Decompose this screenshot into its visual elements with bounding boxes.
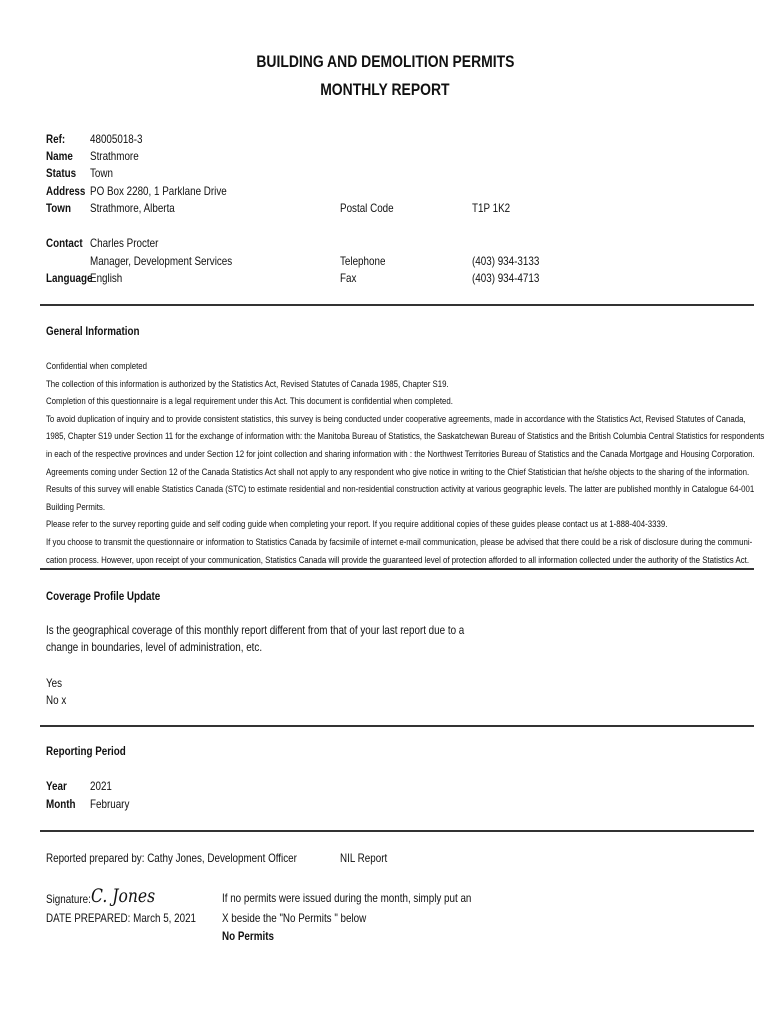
town-label: Town <box>46 201 71 215</box>
ref-value: 48005018-3 <box>90 132 143 146</box>
general-line: Please refer to the survey reporting guide and self coding guide when completing your report. If you require additional copies of these guides please contact us at 1-888-404-3339. <box>46 519 668 531</box>
fax-value: (403) 934-4713 <box>472 271 540 285</box>
contact-title: Manager, Development Services <box>90 254 233 268</box>
general-line: Results of this survey will enable Statistics Canada (STC) to estimate residential and non-residential construction activity at various geographic levels. The latter are published monthly in Catalogue 64-001 <box>46 484 755 496</box>
fax-label: Fax <box>340 271 357 285</box>
report-title-line1: BUILDING AND DEMOLITION PERMITS <box>255 52 515 71</box>
coverage-question-line2: change in boundaries, level of administration, etc. <box>46 640 263 654</box>
report-title-line2: MONTHLY REPORT <box>320 80 450 99</box>
nil-instruction-line1: If no permits were issued during the month, simply put an <box>222 891 472 905</box>
month-value: February <box>90 797 130 811</box>
date-prepared: DATE PREPARED: March 5, 2021 <box>46 911 197 925</box>
general-line: Confidential when completed <box>46 361 148 372</box>
town-value: Strathmore, Alberta <box>90 201 175 215</box>
general-line: Building Permits. <box>46 501 106 513</box>
coverage-yes-option[interactable]: Yes <box>46 676 63 690</box>
telephone-value: (403) 934-3133 <box>472 254 540 268</box>
postal-code-label: Postal Code <box>340 201 394 215</box>
contact-name: Charles Procter <box>90 236 159 250</box>
status-label: Status <box>46 166 77 180</box>
language-value: English <box>90 271 123 285</box>
general-line: To avoid duplication of inquiry and to provide consistent statistics, this survey is being conducted under cooperative agreements, made in accordance with the Statistics Act, Revised Statutes of Canada, <box>46 413 746 425</box>
ref-label: Ref: <box>46 132 66 146</box>
contact-label: Contact <box>46 236 83 250</box>
signature-label: Signature: <box>46 892 91 906</box>
year-label: Year <box>46 779 67 793</box>
general-line: Agreements coming under Section 12 of the Canada Statistics Act shall not apply to any respondent who give notice in writing to the Chief Statistician that he/she objects to the sharing of the information. <box>46 466 750 478</box>
section-divider <box>40 725 754 727</box>
nil-instruction-line2: X beside the "No Permits " below <box>222 911 367 925</box>
signature-value: C. Jones <box>91 885 156 907</box>
general-line: The collection of this information is authorized by the Statistics Act, Revised Statutes of Canada 1985, Chapter S19. <box>46 378 449 390</box>
coverage-question-line1: Is the geographical coverage of this monthly report different from that of your last report due to a <box>46 623 465 637</box>
address-value: PO Box 2280, 1 Parklane Drive <box>90 184 227 198</box>
section-divider <box>40 568 754 570</box>
name-value: Strathmore <box>90 149 139 163</box>
general-line: in each of the respective provinces and under Section 12 for joint collection and sharing information with : the Northwest Territories Bureau of Statistics and the Canada Mortgage and Housing Corporation. <box>46 448 755 460</box>
section-divider <box>40 830 754 832</box>
coverage-no-option[interactable]: No x <box>46 693 67 707</box>
language-label: Language <box>46 271 93 285</box>
general-information-heading: General Information <box>46 324 140 338</box>
general-information-text <box>46 358 764 569</box>
year-value: 2021 <box>90 779 112 793</box>
no-permits-label: No Permits <box>222 929 274 943</box>
general-line: cation process. However, upon receipt of your communication, Statistics Canada will provide the guaranteed level of protection afforded to all information collected under the authority of the Statistics Act. <box>46 554 750 566</box>
telephone-label: Telephone <box>340 254 386 268</box>
month-label: Month <box>46 797 76 811</box>
status-value: Town <box>90 166 113 180</box>
prepared-by: Reported prepared by: Cathy Jones, Development Officer <box>46 851 297 865</box>
postal-code-value: T1P 1K2 <box>472 201 511 215</box>
section-divider <box>40 304 754 306</box>
nil-report-label: NIL Report <box>340 851 388 865</box>
address-label: Address <box>46 184 86 198</box>
general-line: 1985, Chapter S19 under Section 11 for the exchange of information with: the Manitoba Bureau of Statistics, the Saskatchewan Bureau of Statistics and the British Columbia Central Statistics for respondents <box>46 431 765 443</box>
reporting-period-heading: Reporting Period <box>46 744 126 758</box>
name-label: Name <box>46 149 73 163</box>
general-line: If you choose to transmit the questionnaire or information to Statistics Canada by facsimile of internet e-mail communication, please be advised that there could be a risk of disclosure during the communi- <box>46 536 753 548</box>
general-line: Completion of this questionnaire is a legal requirement under this Act. This document is confidential when completed. <box>46 396 453 408</box>
coverage-heading: Coverage Profile Update <box>46 589 161 603</box>
